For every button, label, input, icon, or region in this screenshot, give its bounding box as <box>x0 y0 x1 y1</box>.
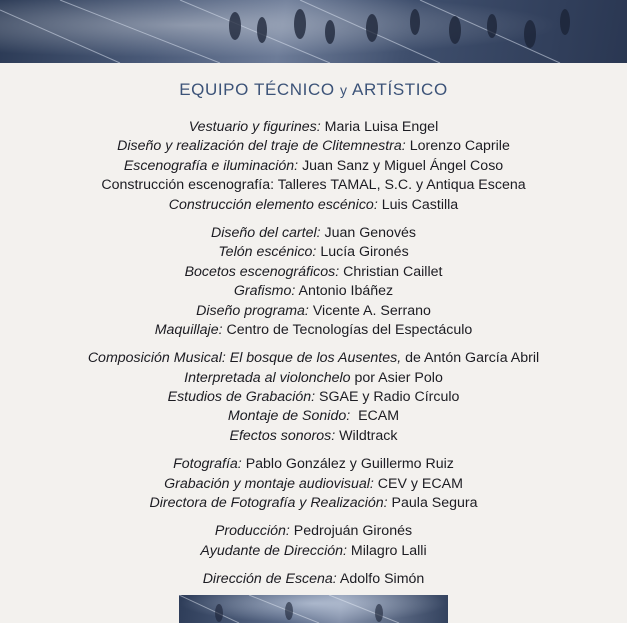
credit-line <box>0 302 627 321</box>
credit-line <box>0 196 627 215</box>
credit-name: Maria Luisa Engel <box>320 119 439 135</box>
header-artwork <box>0 0 627 63</box>
credit-line <box>0 118 627 137</box>
credit-name: Wildtrack <box>335 427 398 444</box>
credit-name: Adolfo Simón <box>336 571 425 588</box>
group-spacer <box>0 561 627 570</box>
credit-name: Christian Caillet <box>339 263 443 280</box>
credit-line <box>0 475 627 494</box>
credit-role: Construcción elemento escénico: <box>168 196 378 213</box>
credit-name: Lucía Gironés <box>316 244 409 261</box>
figures-artwork <box>0 0 627 63</box>
credit-name: Antonio Ibáñez <box>295 283 394 300</box>
credit-name: ECAM <box>350 408 400 425</box>
credit-role: Interpretada al violonchelo <box>184 369 351 386</box>
credit-name: SGAE y Radio Círculo <box>315 389 460 406</box>
credits-list <box>0 118 627 590</box>
credit-line <box>0 388 627 407</box>
heading-part-2: ARTÍSTICO <box>352 80 448 99</box>
credit-role: Diseño programa: <box>196 302 309 319</box>
group-spacer <box>0 340 627 349</box>
credit-line <box>0 321 627 340</box>
credit-role: Escenografía e iluminación: <box>123 157 299 174</box>
credit-role: Dirección de Escena: <box>202 571 337 588</box>
credit-name: Pedrojuán Gironés <box>289 523 413 540</box>
credit-name: Vicente A. Serrano <box>308 302 431 319</box>
credit-name: Construcción escenografía: Talleres TAMAL, S.C. y Antiqua Escena <box>101 177 526 194</box>
credit-line <box>0 349 627 368</box>
credit-role: Grafismo: <box>233 283 296 300</box>
credit-name: Lorenzo Caprile <box>405 138 510 155</box>
credit-line <box>0 522 627 541</box>
credit-name: Pablo González y Guillermo Ruiz <box>241 456 454 473</box>
credit-role: Diseño y realización del traje de Clitemnestra: <box>117 138 406 155</box>
credit-name: Luis Castilla <box>377 196 459 213</box>
credit-line <box>0 157 627 176</box>
credit-line <box>0 570 627 589</box>
credit-role: Diseño del cartel: <box>210 224 321 241</box>
credit-name: de Antón García Abril <box>401 350 540 367</box>
heading-connector: y <box>340 82 348 98</box>
credit-role: Fotografía: <box>173 456 242 473</box>
credit-name: Juan Genovés <box>320 224 417 241</box>
credit-role: Estudios de Grabación: <box>167 389 316 406</box>
group-spacer <box>0 446 627 455</box>
section-heading <box>0 80 627 100</box>
credit-line <box>0 263 627 282</box>
footer-artwork <box>179 595 448 623</box>
footer-figures-artwork <box>179 595 448 623</box>
heading-part-1: EQUIPO TÉCNICO <box>179 80 335 99</box>
credit-role: Producción: <box>214 523 290 540</box>
credit-name: Centro de Tecnologías del Espectáculo <box>222 321 473 338</box>
credit-name: Paula Segura <box>387 495 478 512</box>
credit-line <box>0 369 627 388</box>
credit-role: Directora de Fotografía y Realización: <box>149 495 388 512</box>
credit-line <box>0 494 627 513</box>
credit-role: Maquillaje: <box>154 321 223 338</box>
credit-line <box>0 282 627 301</box>
credit-role: Bocetos escenográficos: <box>184 263 340 280</box>
credit-role: Efectos sonoros: <box>229 427 336 444</box>
credit-role: Montaje de Sonido: <box>227 408 351 425</box>
credit-line <box>0 427 627 446</box>
group-spacer <box>0 215 627 224</box>
credit-role: Telón escénico: <box>218 244 317 261</box>
credit-line <box>0 137 627 156</box>
credit-role: Composición Musical: El bosque de los Ausentes, <box>87 350 402 367</box>
credit-name: por Asier Polo <box>350 369 443 386</box>
credit-line <box>0 176 627 195</box>
credit-role: Vestuario y figurines: <box>188 119 321 135</box>
credit-line <box>0 455 627 474</box>
credit-name: CEV y ECAM <box>373 475 463 492</box>
credit-role: Grabación y montaje audiovisual: <box>164 475 374 492</box>
credit-line <box>0 224 627 243</box>
credit-name: Juan Sanz y Miguel Ángel Coso <box>298 157 504 174</box>
credit-role: Ayudante de Dirección: <box>200 542 347 559</box>
credit-line <box>0 243 627 262</box>
credit-name: Milagro Lalli <box>346 542 427 559</box>
group-spacer <box>0 513 627 522</box>
credit-line <box>0 542 627 561</box>
credit-line <box>0 407 627 426</box>
